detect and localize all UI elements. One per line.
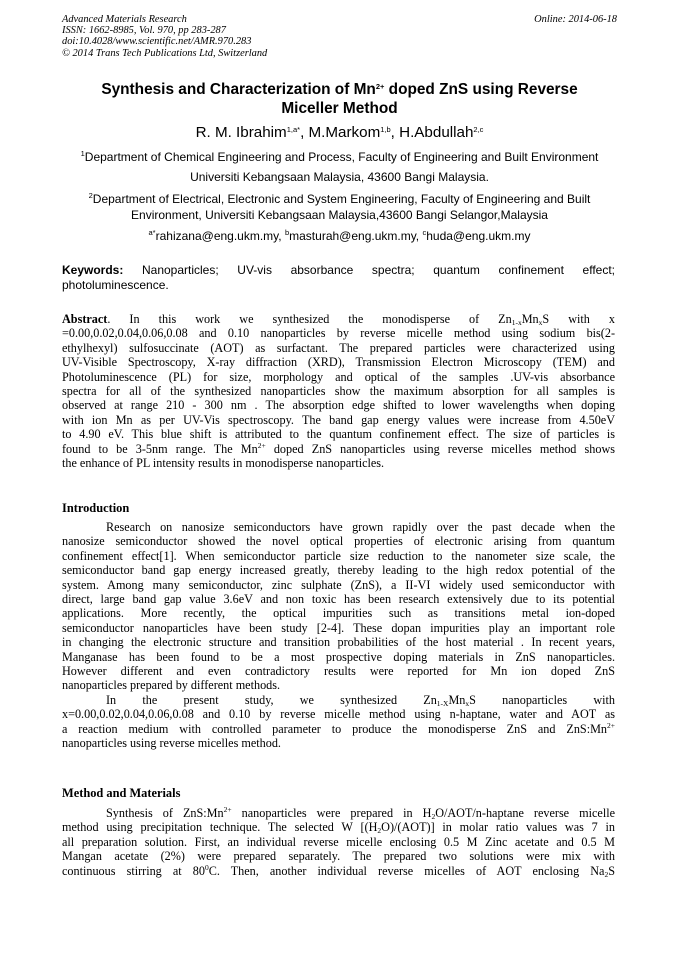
text-line: nanosize semiconductor showed the novel optical properties of electronic arising from quantum bbox=[62, 534, 615, 549]
affiliation-1: $^1$Department of Chemical Engineering and Process, Faculty of Engineering and Built Environment Universiti Kebangsaan Malaysia, 43600 Bangi Malaysia. bbox=[80, 149, 599, 184]
author-name: , H.Abdullah bbox=[390, 124, 474, 141]
keywords-section: Keywords: Nanoparticles; UV-vis absorbance spectra; quantum confinement effect; photoluminescence. bbox=[62, 263, 615, 292]
methods-paragraph: Synthesis of $ZnS:Mn^{2+}$ nanoparticles were prepared in $H_2O/AOT/n$-haptane reverse micelle method using precipitation technique. The selected W $[(H_2O)/(AOT)]$ in molar ratio values was 7 in all preparation solution. First, an individual reverse micelle enclosing 0.5 M Zinc acetate and 0.5 M Mangan acetate (2%) were prepared separately. The prepared two solutions were mix with continuous stirring at $80^0C$. Then, another individual reverse micelles of AOT enclosing $Na_2S$ bbox=[62, 805, 616, 879]
text-line: Manganase has been found to be a most prospective doping materials in ZnS nanoparticles. bbox=[62, 649, 615, 664]
introduction-heading: Introduction bbox=[62, 501, 130, 515]
online-date: Online: 2014-06-18 bbox=[534, 14, 617, 25]
doi-line: doi:10.4028/www.scientific.net/AMR.970.283 bbox=[62, 36, 252, 48]
author-name: , M.Markom bbox=[300, 124, 381, 141]
text-line: confinement effect[1]. When semiconductor particle size reduction to the nanometer size scale, the bbox=[62, 548, 615, 563]
affiliation-2: $^2$Department of Electrical, Electronic and System Engineering, Faculty of Engineering and Built Environment, Universiti Kebangsaan Malaysia,43600 Bangi Selangor,Malaysia bbox=[88, 191, 591, 222]
text-line: However different and even contradictory results were reported for Mn ion doped ZnS bbox=[62, 664, 615, 679]
text-line: Research on nanosize semiconductors have grown rapidly over the past decade when the bbox=[106, 520, 615, 534]
email-list: $^{a*}$rahizana@eng.ukm.my, $^b$masturah@eng.ukm.my, $^c$huda@eng.ukm.my bbox=[148, 228, 531, 243]
introduction-paragraph-2: In the present study, we synthesized $Zn_{1-X}Mn_xS$ nanoparticles with x=0.00,0.02,0.04,0.06,0.08 and 0.10 by reverse micelle method using n-haptane, water and AOT as a reaction medium with controlled parameter to produce the monodisperse ZnS and $ZnS:Mn^{2+}$ nanoparticles using reverse micelles method. bbox=[62, 693, 615, 751]
journal-name: Advanced Materials Research bbox=[62, 14, 187, 25]
text-line: nanoparticles prepared by different methods. bbox=[62, 678, 281, 693]
text-line: semiconductor band gap energy increased greatly, thereby leading to the high redox potential of the bbox=[62, 563, 615, 578]
copyright-line: © 2014 Trans Tech Publications Ltd, Switzerland bbox=[62, 47, 268, 59]
abstract-label: Abstract bbox=[62, 312, 108, 326]
text-line: applications. More recently, the optical impurities such as transitions metal ion-doped bbox=[62, 606, 615, 621]
email-link[interactable]: masturah@eng.ukm.my, bbox=[289, 229, 423, 243]
paper-title: Synthesis and Characterization of $Mn^{2+}$ doped ZnS using Reverse Miceller Method bbox=[101, 81, 578, 117]
text-line: direct, large band gap value 3.6eV and non toxic has been research extensively due to its potential bbox=[62, 592, 615, 607]
issn-line: ISSN: 1662-8985, Vol. 970, pp 283-287 bbox=[62, 25, 226, 37]
keywords-label: Keywords: bbox=[62, 263, 124, 277]
author-list: R. M. Ibrahim$^{1,a*}$, M.Markom$^{1,b}$, H.Abdullah$^{2,c}$ bbox=[195, 124, 484, 141]
email-link[interactable]: huda@eng.ukm.my bbox=[426, 229, 531, 243]
abstract-section: Abstract. In this work we synthesized the monodisperse of $Zn_{1-x}Mn_xS$ with x =0.00,0.02,0.04,0.06,0.08 and 0.10 nanoparticles by reverse micelle method using sodium bis(2- ethylhexyl) sulfosuccinate (AOT) as surfactant. The prepared particles were characterized using UV-Visible Spectroscopy, X-ray diffraction (XRD), Transmission Electron Microscopy (TEM) and Photoluminescence (PL) for size, morphology and optical of the samples .UV-vis absorbance spectra for all of the synthesized nanoparticles show the maximum absorption for all samples is observed at range 210 - 300 nm . The absorption edge shifted to lower wavelengths when doping with ion Mn as per UV-Vis spectroscopy. The band gap energy values were increase from 4.50eV to 4.90 eV. This blue shift is attributed to the quantum confinement effect. The size of particles is found to be 3-5nm range. The $Mn^{2+}$ doped ZnS nanoparticles using reverse micelles method shows the enhance of PL intensity results in monodisperse nanoparticles. bbox=[62, 312, 615, 471]
text-line: semiconductor nanoparticles have been study [2-4]. These dopan impurities play an important role bbox=[62, 620, 615, 635]
publication-header bbox=[62, 14, 617, 59]
introduction-paragraph-1 bbox=[62, 520, 615, 693]
methods-heading: Method and Materials bbox=[62, 786, 181, 800]
text-line: in changing the electronic structure and transition probabilities of the host material . In recent years, bbox=[62, 635, 615, 650]
text-line: system. Among many semiconductor, zinc sulphate (ZnS), a II-VI widely used semiconductor with bbox=[62, 577, 615, 592]
author-name: R. M. Ibrahim bbox=[195, 124, 287, 141]
email-link[interactable]: rahizana@eng.ukm.my, bbox=[155, 229, 285, 243]
